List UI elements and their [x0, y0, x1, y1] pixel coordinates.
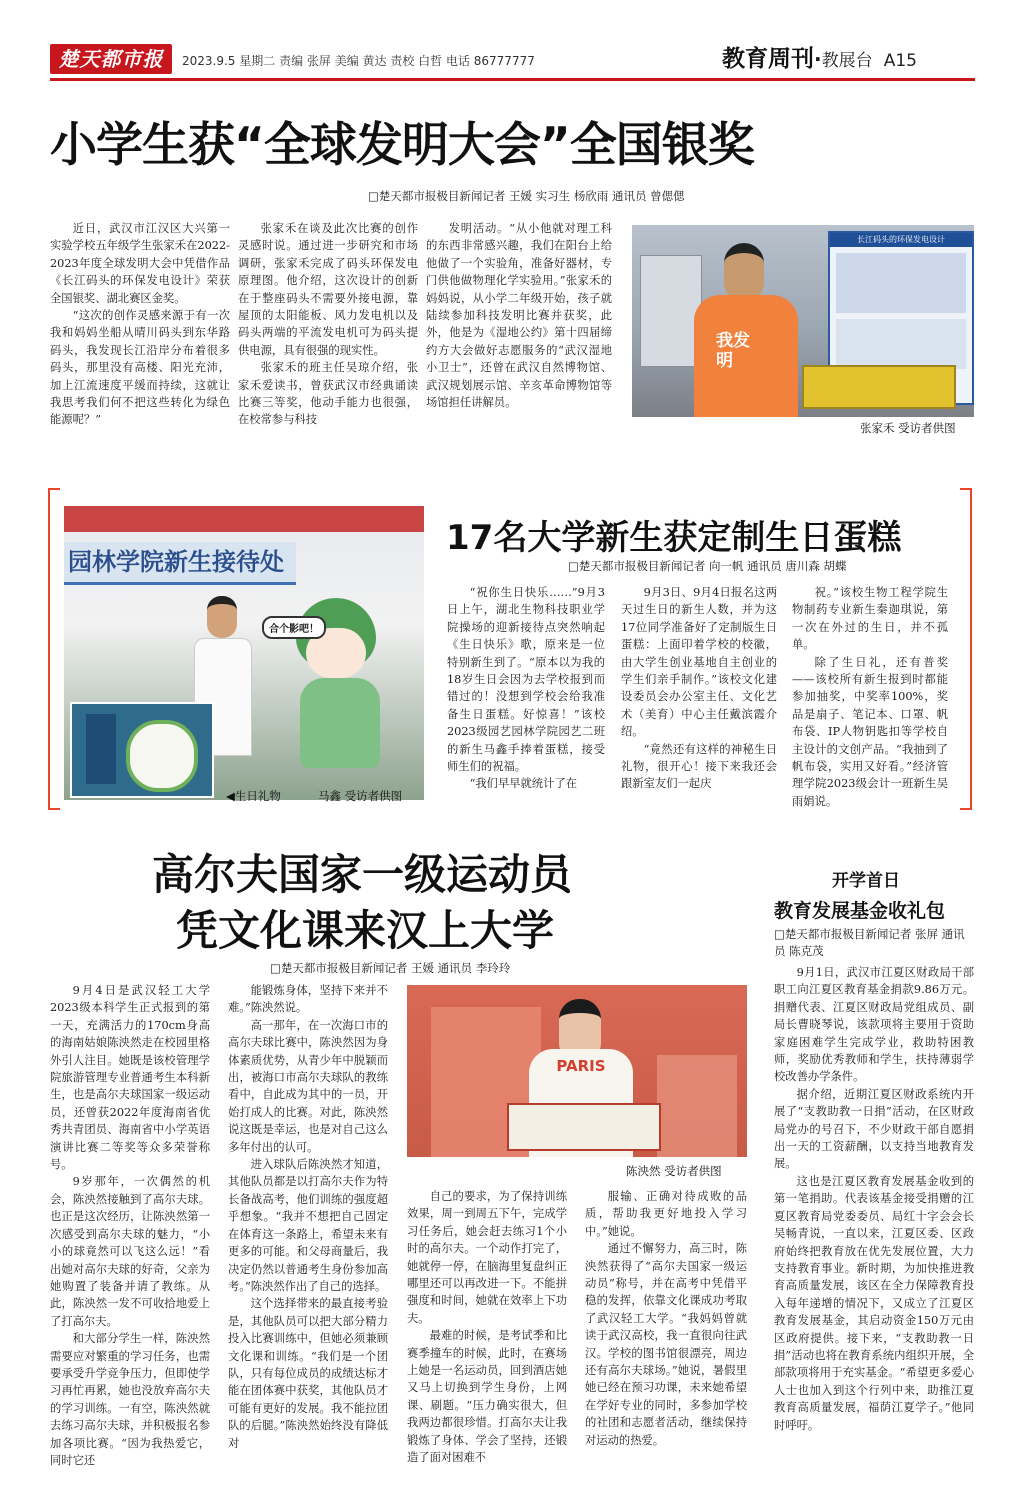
paragraph: 9岁那年，一次偶然的机会，陈泱然接触到了高尔夫球。也正是这次经历，让陈泱然第一次感受到高尔夫球的魅力，“小小的球竟然可以飞这么远！”看出她对高尔夫球的好奇，父亲为她购置了装备并请了教练。从此，陈泱然一发不可收拾地爱上了打高尔夫。 — [50, 1175, 210, 1328]
article2-column-1 — [447, 584, 605, 802]
paragraph: 这也是江夏区教育发展基金收到的第一笔捐助。代表该基金接受捐赠的江夏区教育局党委委员、局红十字会会长吴畅青说，一直以来，江夏区委、区政府始终把教育放在优先发展位置，大力支持教育事业。新时期，为加快推进教育高质量发展，该区在全力保障教育投入每年递增的情况下，又成立了江夏区教育发展基金，其启动资金150万元由区政府提供。接下来，“支教助教一日捐”活动也将在教育系统内组织开展，全部款项将用于充实基金。“希望更多爱心人士也加入到这个行列中来，助推江夏教育高质量发展，福荫江夏学子。”他同时呼吁。 — [774, 1174, 974, 1432]
banner-text: 园林学院新生接待处 — [68, 548, 284, 576]
paragraph: 9月1日，武汉市江夏区财政局干部职工向江夏区教育基金捐款9.86万元。捐赠代表、江夏区财政局党组成员、副局长曹晓琴说，该款项将主要用于资助家庭困难学生完成学业，救助特困教师，奖励优秀教师和学生，扶持薄弱学校改善办学条件。 — [774, 966, 974, 1084]
article3-caption: 陈泱然 受访者供图 — [626, 1164, 722, 1178]
article4-headline-line2: 教育发展基金收礼包 — [774, 900, 946, 922]
article2-column-2 — [621, 584, 777, 802]
speech-bubble: 合个影吧！ — [262, 616, 326, 639]
shirt-print: 我发明 — [716, 331, 750, 371]
article1-photo — [632, 225, 974, 417]
article2-caption: 马鑫 受访者供图 — [318, 789, 403, 803]
paragraph: “我们早早就统计了在 — [469, 777, 578, 791]
poster-left — [640, 255, 702, 367]
person-shirt — [694, 295, 798, 417]
section-title — [722, 40, 917, 73]
header-meta: 2023.9.5 星期二 责编 张屏 美编 黄达 责校 白哲 电话 86777777 — [182, 54, 535, 68]
paragraph: “祝你生日快乐……”9月3日上午，湖北生物科技职业学院操场的迎新接待点突然响起《生日快乐》歌，原来是一位特别新生到了。“原本以为我的18岁生日会因为去学校报到而错过的！没想到学校会给我准备生日蛋糕。好惊喜！”该校2023级园艺园林学院园艺二班的新生马鑫手捧着蛋糕，接受师生们的祝福。 — [447, 586, 605, 774]
article3-column-2 — [228, 982, 388, 1452]
article1-column-1 — [50, 220, 230, 438]
page-number: A15 — [883, 51, 917, 71]
model-table — [802, 365, 956, 409]
article2-headline: 17名大学新生获定制生日蛋糕 — [446, 518, 902, 558]
paragraph: 张家禾在谈及此次比赛的创作灵感时说。通过进一步研究和市场调研，张家禾完成了码头环保发电原理图。他介绍，这次设计的创新在于整座码头不需要外接电源，靠屋顶的太阳能板、风力发电机以及码头两端的平流发电机可为码头提供电源，具有很强的现实性。 — [238, 222, 418, 357]
paragraph: 通过不懈努力，高三时，陈泱然获得了“高尔夫国家一级运动员”称号，并在高考中凭借平稳的发挥，依靠文化课成功考取了武汉轻工大学。“我妈妈曾就读于武汉高校，我一直很向往武汉。学校的图书馆很漂亮，周边还有高尔夫球场。”她说，暑假里她已经在预习功课，未来她希望在学好专业的同时，多参加学校的社团和志愿者活动，继续保持对运动的热爱。 — [585, 1242, 747, 1447]
paragraph: “这次的创作灵感来源于有一次我和妈妈坐船从晴川码头到东华路码头，我发现长江沿岸分布着很多码头，那里没有高楼、阳光充沛，加上江流速度平缓而持续，这就让我思考我们何不把这些转化为绿色能源呢？” — [50, 309, 230, 427]
paragraph: 9月3日、9月4日报名这两天过生日的新生人数，并为这17位同学准备好了定制版生日蛋糕：上面印着学校的校徽，由大学生创业基地自主创业的学生们亲手制作。”该校文化建设委员会办公室主任、文化艺术（美育）中心主任戴滨霞介绍。 — [621, 586, 777, 739]
paragraph: 据介绍，近期江夏区财政系统内开展了“支教助教一日捐”活动，在区财政局党办的号召下，不少财政干部自愿捐出一天的工资薪酬，以支持当地教育发展。 — [774, 1087, 974, 1171]
subsection-name: 教展台 — [821, 51, 873, 71]
article3-byline: □楚天都市报极目新闻记者 王媛 通讯员 李玲玲 — [270, 961, 511, 975]
masthead-logo — [50, 44, 172, 74]
article3-headline-line2: 凭文化课来汉上大学 — [176, 906, 555, 955]
article1-column-3 — [426, 220, 612, 438]
logo-text: 楚天都市报 — [58, 47, 164, 71]
article4-column — [774, 964, 974, 1452]
article2-column-3 — [792, 584, 948, 808]
shirt-print: PARIS — [556, 1057, 606, 1075]
paragraph: “竟然还有这样的神秘生日礼物，很开心！接下来我还会跟新室友们一起庆 — [621, 742, 777, 791]
article4-byline: □楚天都市报极目新闻记者 张屏 通讯员 陈克茂 — [774, 927, 965, 958]
article3-headline-line1: 高尔夫国家一级运动员 — [152, 850, 573, 899]
box-bracket-left — [48, 488, 60, 810]
article2-photo — [64, 506, 424, 800]
paragraph: 自己的要求，为了保持训练效果，周一到周五下午，完成学习任务后，她会赶去练习1个小时的高尔夫。一个动作打完了，她就停一停，在脑海里复盘纠正哪里还可以再改进一下。不能拼强度和时间，她就在效率上下功夫。 — [407, 1190, 567, 1325]
paragraph: 进入球队后陈泱然才知道，其他队员都是以打高尔夫作为特长备战高考，他们训练的强度超乎想象。“我并不想把自己固定在体育这一条路上，希望未来有更多的可能。和父母商量后，我决定仍然以普通考生身份参加高考。”陈泱然作出了自己的选择。 — [228, 1158, 388, 1293]
inset-cake-photo — [70, 702, 214, 798]
banner — [64, 542, 296, 585]
article4-headline-line1: 开学首日 — [832, 871, 900, 891]
article2-inset-caption: ◀生日礼物 — [226, 789, 281, 803]
board-title: 长江码头的环保发电设计 — [830, 233, 972, 247]
paragraph: 能锻炼身体，坚持下来并不难。”陈泱然说。 — [228, 984, 388, 1015]
tent-canopy — [64, 506, 424, 532]
paragraph: 这个选择带来的最直接考验是，其他队员可以把大部分精力投入比赛训练中，但她必须兼顾文化课和训练。“我们是一个团队，只有每位成员的成绩达标才能在团体赛中获奖，其他队员才可能有更好的发展。我不能拉团队的后腿。”陈泱然始终没有降低对 — [228, 1297, 388, 1450]
paragraph: 最难的时候，是考试季和比赛季撞车的时候，此时，在赛场上她是一名运动员，回到酒店她又马上切换到学生身份，上网课、刷题。“压力确实很大，但我两边都很珍惜。打高尔夫让我锻炼了身体、学会了坚持，还锻造了面对困难不 — [407, 1329, 567, 1465]
header-rule — [50, 78, 975, 81]
article1-headline: 小学生获“全球发明大会”全国银奖 — [50, 118, 754, 173]
article3-column-3 — [407, 1188, 567, 1465]
article1-byline: □楚天都市报极目新闻记者 王媛 实习生 杨欣雨 通讯员 曾偲偲 — [368, 189, 685, 203]
section-name: 教育周刊 — [722, 46, 814, 72]
person-head — [724, 243, 764, 301]
paragraph: 祝。”该校生物工程学院生物制药专业新生秦迦琪说，第一次在外过的生日，并不孤单。 — [792, 586, 948, 652]
article1-caption: 张家禾 受访者供图 — [860, 421, 956, 435]
article3-column-1 — [50, 982, 210, 1467]
section-dot: · — [814, 47, 822, 71]
article3-column-4 — [585, 1188, 747, 1452]
paragraph: 近日，武汉市江汉区大兴第一实验学校五年级学生张家禾在2022-2023年度全球发明大会中凭借作品《长江码头的环保发电设计》荣获全国银奖、湖北赛区金奖。 — [50, 222, 230, 305]
paragraph: 9月4日是武汉轻工大学2023级本科学生正式报到的第一天，充满活力的170cm身高的海南姑娘陈泱然走在校园里格外引人注目。她既是该校管理学院旅游管理专业普通考生本科新生，也是高尔夫球国家一级运动员，还曾获2022年度海南省优秀共青团员、海南省中小学英语演讲比赛二等奖等众多荣誉称号。 — [50, 984, 210, 1172]
paragraph: 除了生日礼，还有普奖——该校所有新生报到时都能参加抽奖，中奖率100%，奖品是扇子、笔记本、口罩、帆布袋、IP人物钥匙扣等学校自主设计的文创产品。“我抽到了帆布袋，实用又好看。”经济管理学院2023级会计一班新生吴雨娟说。 — [792, 655, 948, 808]
box-bracket-right — [960, 488, 972, 810]
mascot-figure — [269, 598, 404, 768]
background-pavilion — [657, 1055, 737, 1157]
article3-photo — [407, 985, 747, 1157]
paragraph: 高一那年，在一次海口市的高尔夫球比赛中，陈泱然因为身体素质优势，从青少年中脱颖而出，被海口市高尔夫球队的教练看中，自此成为其中的一员，开始打成人的比赛。对此，陈泱然说这既是幸运，也是对自己这么多年付出的认可。 — [228, 1018, 388, 1154]
article1-column-2 — [238, 220, 418, 438]
article2-byline: □楚天都市报极目新闻记者 向一帆 通讯员 唐川森 胡蝶 — [568, 559, 847, 573]
paragraph: 服输、正确对待成败的品质，帮助我更好地投入学习中。”她说。 — [585, 1190, 747, 1238]
admission-letter — [507, 1103, 661, 1151]
paragraph: 和大部分学生一样，陈泱然需要应对繁重的学习任务，也需要承受升学竞争压力，但即使学习再忙再累，她也没放弃高尔夫的学习训练。一有空，陈泱然就去练习高尔夫球，并积极报名参加各项比赛。“因为我热爱它，同时它还 — [50, 1332, 210, 1467]
paragraph: 发明活动。“从小他就对理工科的东西非常感兴趣，我们在阳台上给他做了一个实验角，准备好器材，专门供他做物理化学实验用。”张家禾的妈妈说，从小学二年级开始，孩子就陆续参加科技发明比赛并获奖，此外，他是为《湿地公约》第十四届缔约方大会做好志愿服务的“武汉湿地小卫士”，还曾在武汉自然博物馆、武汉规划展示馆、辛亥革命博物馆等场馆担任讲解员。 — [426, 222, 612, 410]
paragraph: 张家禾的班主任吴琼介绍，张家禾爱读书，曾获武汉市经典诵读比赛三等奖，他动手能力也很强，在校常参与科技 — [238, 361, 418, 427]
